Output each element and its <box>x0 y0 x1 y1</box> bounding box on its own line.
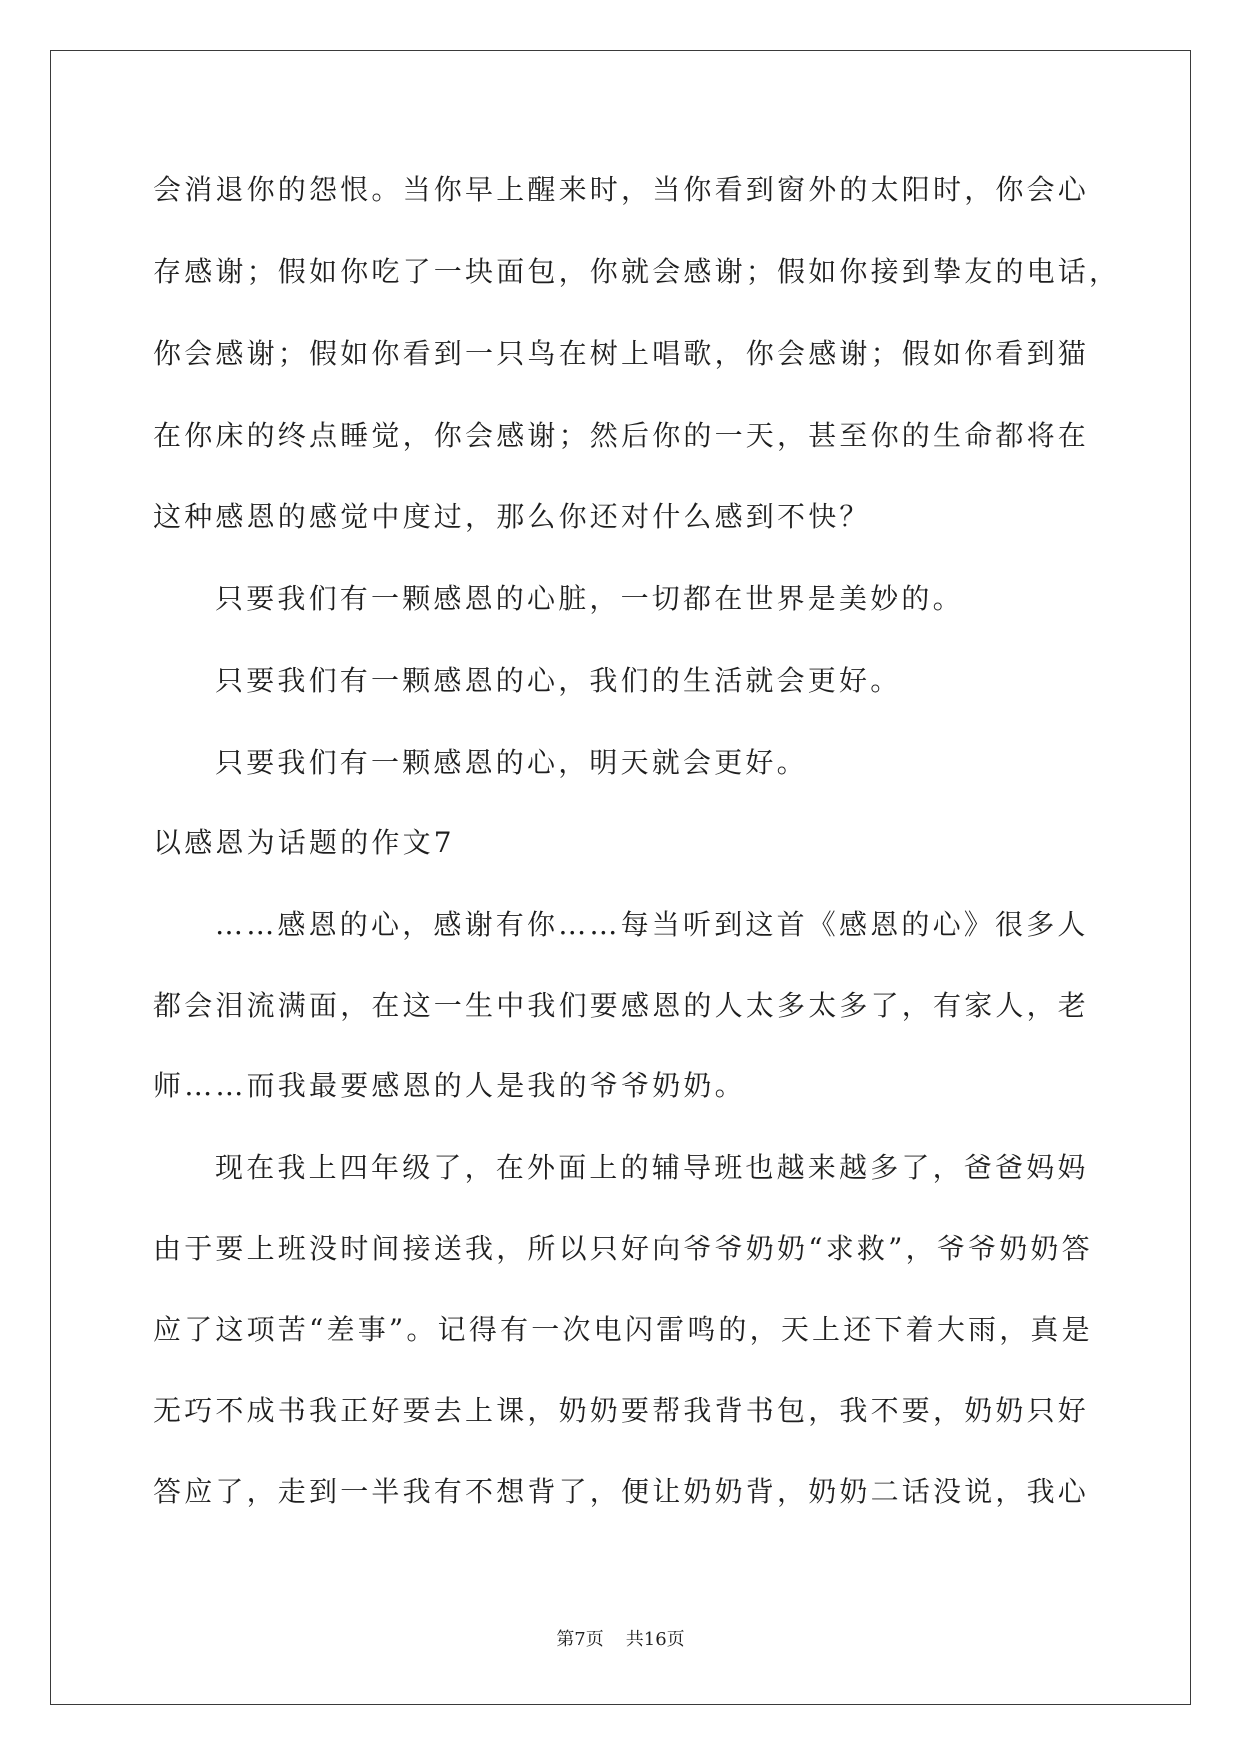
text-line: 师……而我最要感恩的人是我的爷爷奶奶。 <box>153 1069 746 1102</box>
paragraph-first-line: 只要我们有一颗感恩的心，我们的生活就会更好。 <box>215 664 902 697</box>
text-line: 无巧不成书我正好要去上课，奶奶要帮我背书包，我不要，奶奶只好 <box>153 1394 1090 1427</box>
page-footer <box>0 1626 1241 1654</box>
paragraph-first-line: ……感恩的心，感谢有你……每当听到这首《感恩的心》很多人 <box>215 908 1089 941</box>
text-line: 在你床的终点睡觉，你会感谢；然后你的一天，甚至你的生命都将在 <box>153 419 1090 452</box>
paragraph-first-line: 只要我们有一颗感恩的心，明天就会更好。 <box>215 746 808 779</box>
text-line: 由于要上班没时间接送我，所以只好向爷爷奶奶“求救”，爷爷奶奶答 <box>153 1232 1093 1265</box>
page-total: 共16页 <box>625 1629 685 1650</box>
text-line: 存感谢；假如你吃了一块面包，你就会感谢；假如你接到挚友的电话， <box>153 255 1121 288</box>
paragraph-first-line: 现在我上四年级了，在外面上的辅导班也越来越多了，爸爸妈妈 <box>215 1151 1089 1184</box>
page-number: 第7页 <box>556 1629 604 1650</box>
text-line: 应了这项苦“差事”。记得有一次电闪雷鸣的，天上还下着大雨，真是 <box>153 1313 1093 1346</box>
text-line: 都会泪流满面，在这一生中我们要感恩的人太多太多了，有家人，老 <box>153 989 1090 1022</box>
text-line: 你会感谢；假如你看到一只鸟在树上唱歌，你会感谢；假如你看到猫 <box>153 337 1090 370</box>
text-line: 会消退你的怨恨。当你早上醒来时，当你看到窗外的太阳时，你会心 <box>153 173 1090 206</box>
page-border <box>50 50 1191 1705</box>
text-line: 答应了，走到一半我有不想背了，便让奶奶背，奶奶二话没说，我心 <box>153 1475 1090 1508</box>
text-line: 这种感恩的感觉中度过，那么你还对什么感到不快？ <box>153 500 871 533</box>
paragraph-first-line: 只要我们有一颗感恩的心脏，一切都在世界是美妙的。 <box>215 582 964 615</box>
section-heading: 以感恩为话题的作文7 <box>153 826 455 859</box>
